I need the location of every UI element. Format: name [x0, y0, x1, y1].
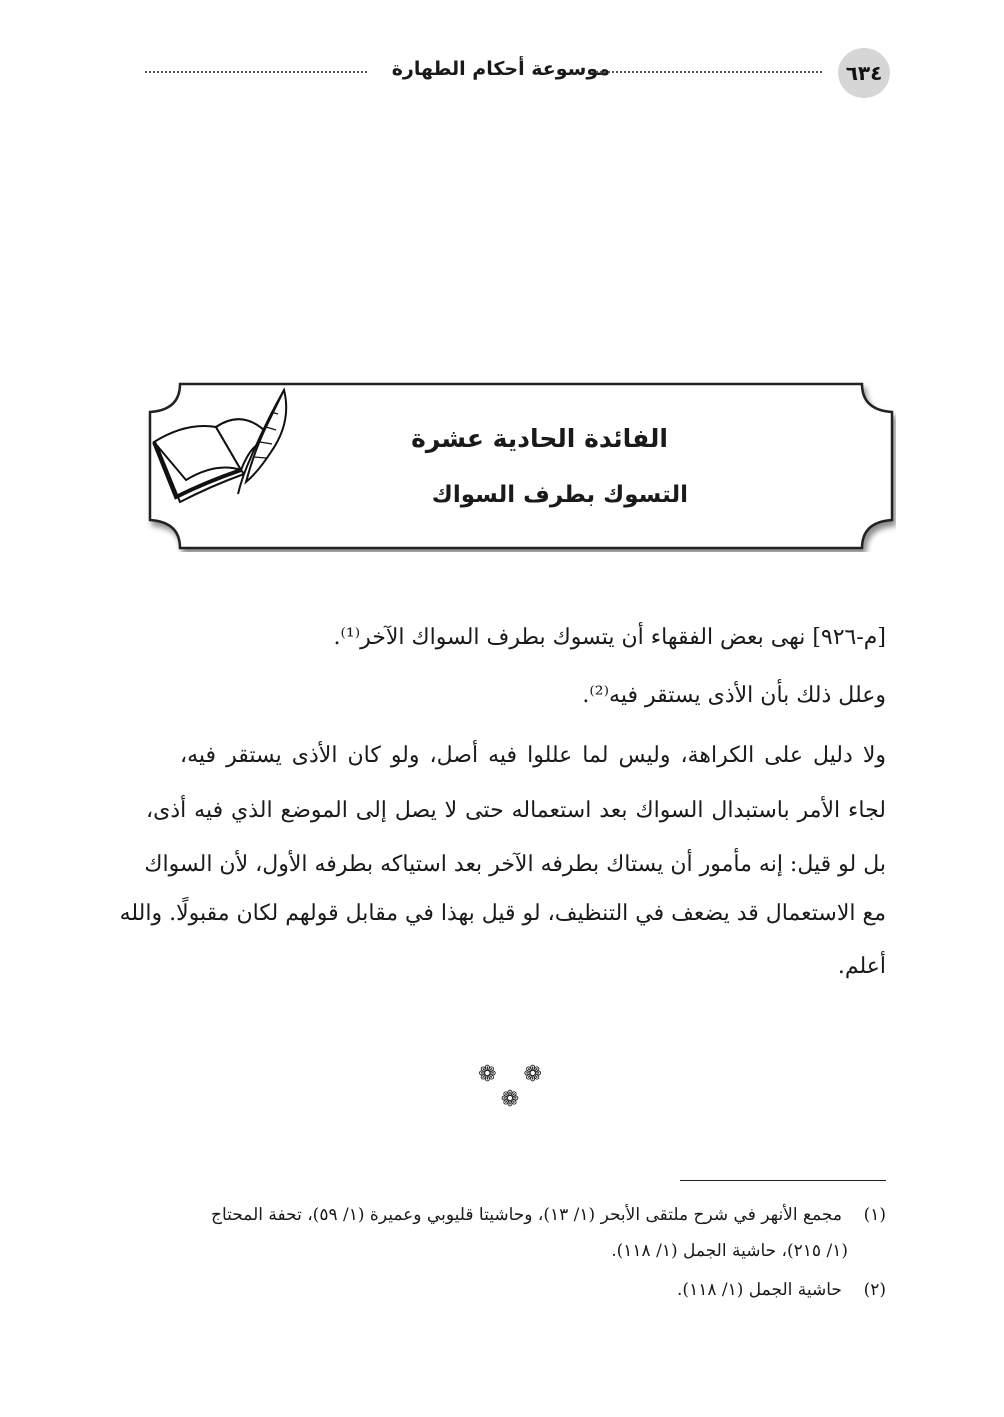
footnote-1	[146, 1202, 886, 1228]
body-line: مع الاستعمال قد يضعف في التنظيف، لو قيل بهذا في مقابل قولهم لكان مقبولًا. والله	[119, 901, 886, 926]
body-line: بل لو قيل: إنه مأمور أن يستاك بطرفه الآخر بعد استياكه بطرفه الأول، لأن السواك	[144, 852, 886, 877]
body-line: ولا دليل على الكراهة، وليس لما عللوا فيه أصل، ولو كان الأذى يستقر فيه،	[180, 743, 886, 768]
section-ornament: ❁ ❁ ❁	[478, 1062, 552, 1112]
footnote-text: حاشية الجمل (١/ ١١٨).	[677, 1280, 842, 1300]
body-line: أعلم.	[837, 954, 886, 979]
book-quill-icon	[146, 382, 296, 512]
body-line: وعلل ذلك بأن الأذى يستقر فيه⁽²⁾.	[582, 683, 886, 708]
body-line: لجاء الأمر باستبدال السواك بعد استعماله حتى لا يصل إلى الموضع الذي فيه أذى،	[146, 798, 886, 823]
body-line: [م-٩٢٦] نهى بعض الفقهاء أن يتسوك بطرف السواك الآخر⁽¹⁾.	[333, 625, 886, 650]
footnote-2	[146, 1277, 886, 1303]
header-dots-right	[592, 71, 822, 73]
footnote-number: (١)	[863, 1205, 886, 1225]
chapter-title: الفائدة الحادية عشرة	[411, 424, 668, 453]
page-number: ٦٣٤	[838, 48, 890, 98]
footnote-number: (٢)	[863, 1280, 886, 1300]
footnote-1-continued: (١/ ٢١٥)، حاشية الجمل (١/ ١١٨).	[611, 1241, 848, 1261]
footnote-divider	[680, 1180, 886, 1181]
book-title: موسوعة أحكام الطهارة	[391, 58, 610, 80]
chapter-subtitle: التسوك بطرف السواك	[431, 482, 688, 508]
chapter-title-frame	[146, 382, 896, 552]
running-header	[145, 48, 890, 98]
header-dots-left	[145, 71, 367, 73]
footnote-text: مجمع الأنهر في شرح ملتقى الأبحر (١/ ١٣)، وحاشيتا قليوبي وعميرة (١/ ٥٩)، تحفة المحتاج	[210, 1205, 842, 1225]
